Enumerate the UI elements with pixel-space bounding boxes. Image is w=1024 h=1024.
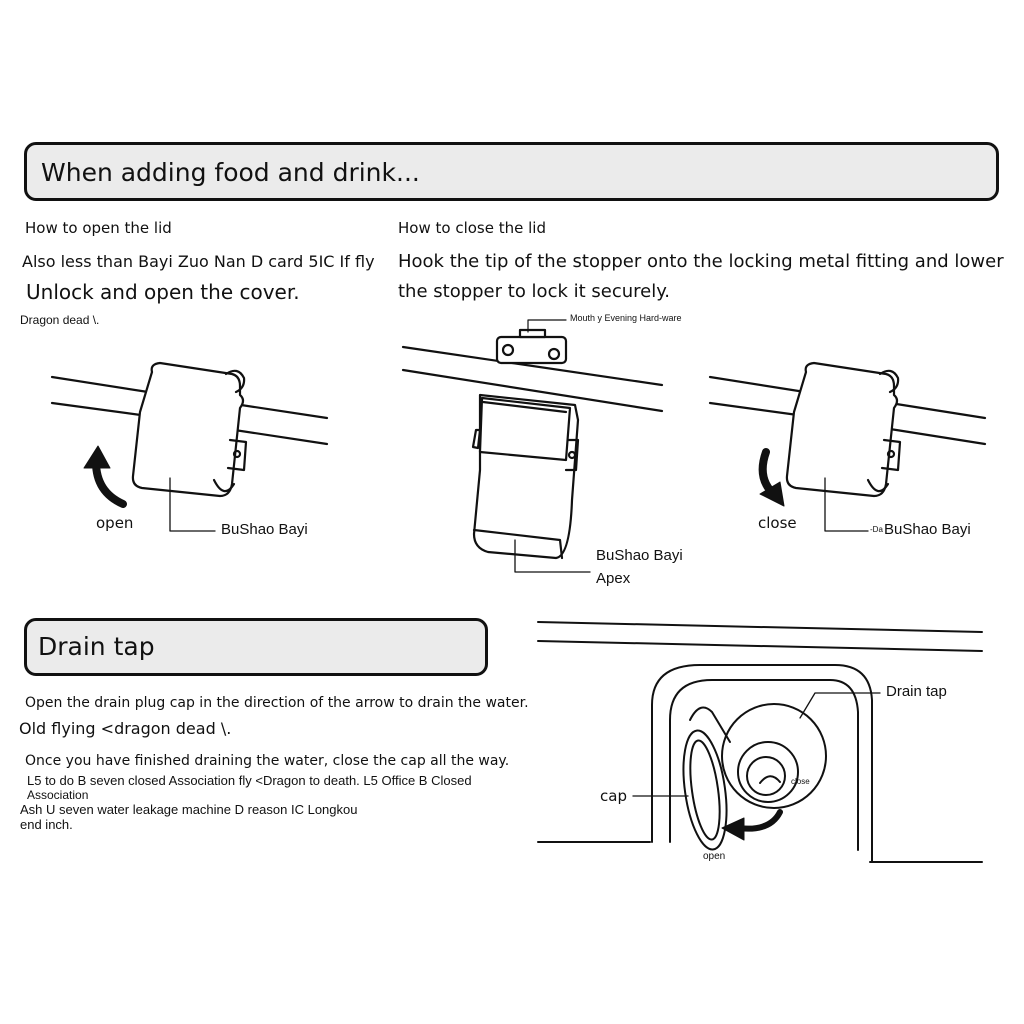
open-arrow-label: open <box>96 514 134 532</box>
section-title-drain: Drain tap <box>38 632 155 661</box>
close-direction-label: close <box>791 777 810 786</box>
open-lid-instruction: Unlock and open the cover. <box>26 280 300 304</box>
fitting-label: Mouth y Evening Hard-ware <box>570 313 682 323</box>
close-lid-right-part-label: BuShao Bayi <box>884 521 971 538</box>
close-lid-instruction-1: Hook the tip of the stopper onto the locking metal fitting and lower <box>398 251 1004 272</box>
cap-label: cap <box>600 787 627 805</box>
drain-line-1: Open the drain plug cap in the direction of the arrow to drain the water. <box>25 695 529 711</box>
drain-tap-label: Drain tap <box>886 683 947 700</box>
close-lid-heading: How to close the lid <box>398 219 546 237</box>
open-lid-part-label: BuShao Bayi <box>221 521 308 538</box>
drain-line-3: Once you have finished draining the water, close the cap all the way. <box>25 753 510 769</box>
drain-line-2: Old flying <dragon dead \. <box>19 719 232 738</box>
close-lid-part-prefix: -Da <box>870 525 883 534</box>
close-lid-instruction-2: the stopper to lock it securely. <box>398 281 671 302</box>
open-lid-heading: How to open the lid <box>25 219 172 237</box>
open-direction-label: open <box>703 851 726 862</box>
close-arrow-label: close <box>758 514 797 532</box>
open-lid-roman-line: Also less than Bayi Zuo Nan D card 5IC If fly <box>22 252 375 271</box>
drain-line-4a: L5 to do B seven closed Association fly <Dragon to death. L5 Office B Closed <box>27 773 472 788</box>
drain-line-4b: Association <box>27 788 89 802</box>
open-lid-small-line: Dragon dead \. <box>20 313 100 327</box>
drain-line-5b: end inch. <box>20 817 73 832</box>
close-lid-part-label: BuShao Bayi <box>596 547 683 564</box>
drain-line-5a: Ash U seven water leakage machine D reason IC Longkou <box>20 802 358 817</box>
close-lid-tip-label: Apex <box>596 570 631 587</box>
section-title-food: When adding food and drink... <box>41 158 420 187</box>
